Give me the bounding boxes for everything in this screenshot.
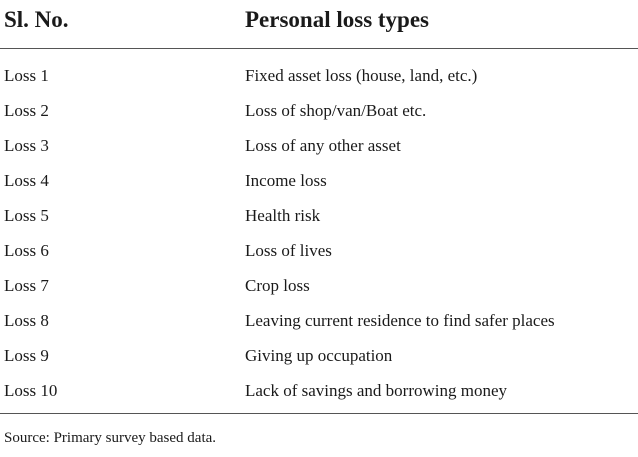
row-loss-type: Loss of lives — [245, 241, 332, 260]
table-row — [0, 271, 638, 306]
table-row — [0, 341, 638, 376]
row-number: Loss 3 — [4, 136, 49, 155]
table-row — [0, 306, 638, 341]
row-number: Loss 10 — [4, 381, 58, 400]
source-note: Source: Primary survey based data. — [4, 430, 217, 446]
row-loss-type: Crop loss — [245, 276, 310, 295]
table-row — [0, 236, 638, 271]
table-row — [0, 201, 638, 236]
table-bottom-rule — [0, 413, 638, 414]
table-body — [0, 49, 638, 411]
row-number: Loss 6 — [4, 241, 49, 260]
row-loss-type: Lack of savings and borrowing money — [245, 381, 508, 400]
row-number: Loss 5 — [4, 206, 49, 225]
row-number: Loss 7 — [4, 276, 49, 295]
row-loss-type: Leaving current residence to find safer places — [245, 311, 555, 330]
row-number: Loss 8 — [4, 311, 49, 330]
header-sl-no: Sl. No. — [4, 7, 69, 32]
table-header-row — [0, 0, 638, 49]
table-row — [0, 376, 638, 411]
header-loss-types: Personal loss types — [245, 7, 429, 32]
row-number: Loss 2 — [4, 101, 49, 120]
table-row — [0, 166, 638, 201]
row-number: Loss 1 — [4, 66, 49, 85]
row-loss-type: Fixed asset loss (house, land, etc.) — [245, 66, 478, 85]
table-row — [0, 96, 638, 131]
row-loss-type: Giving up occupation — [245, 346, 393, 365]
row-number: Loss 4 — [4, 171, 49, 190]
row-loss-type: Health risk — [245, 206, 321, 225]
row-loss-type: Loss of shop/van/Boat etc. — [245, 101, 427, 120]
row-number: Loss 9 — [4, 346, 49, 365]
table-row — [0, 131, 638, 166]
row-loss-type: Income loss — [245, 171, 327, 190]
table-row — [0, 61, 638, 96]
row-loss-type: Loss of any other asset — [245, 136, 401, 155]
